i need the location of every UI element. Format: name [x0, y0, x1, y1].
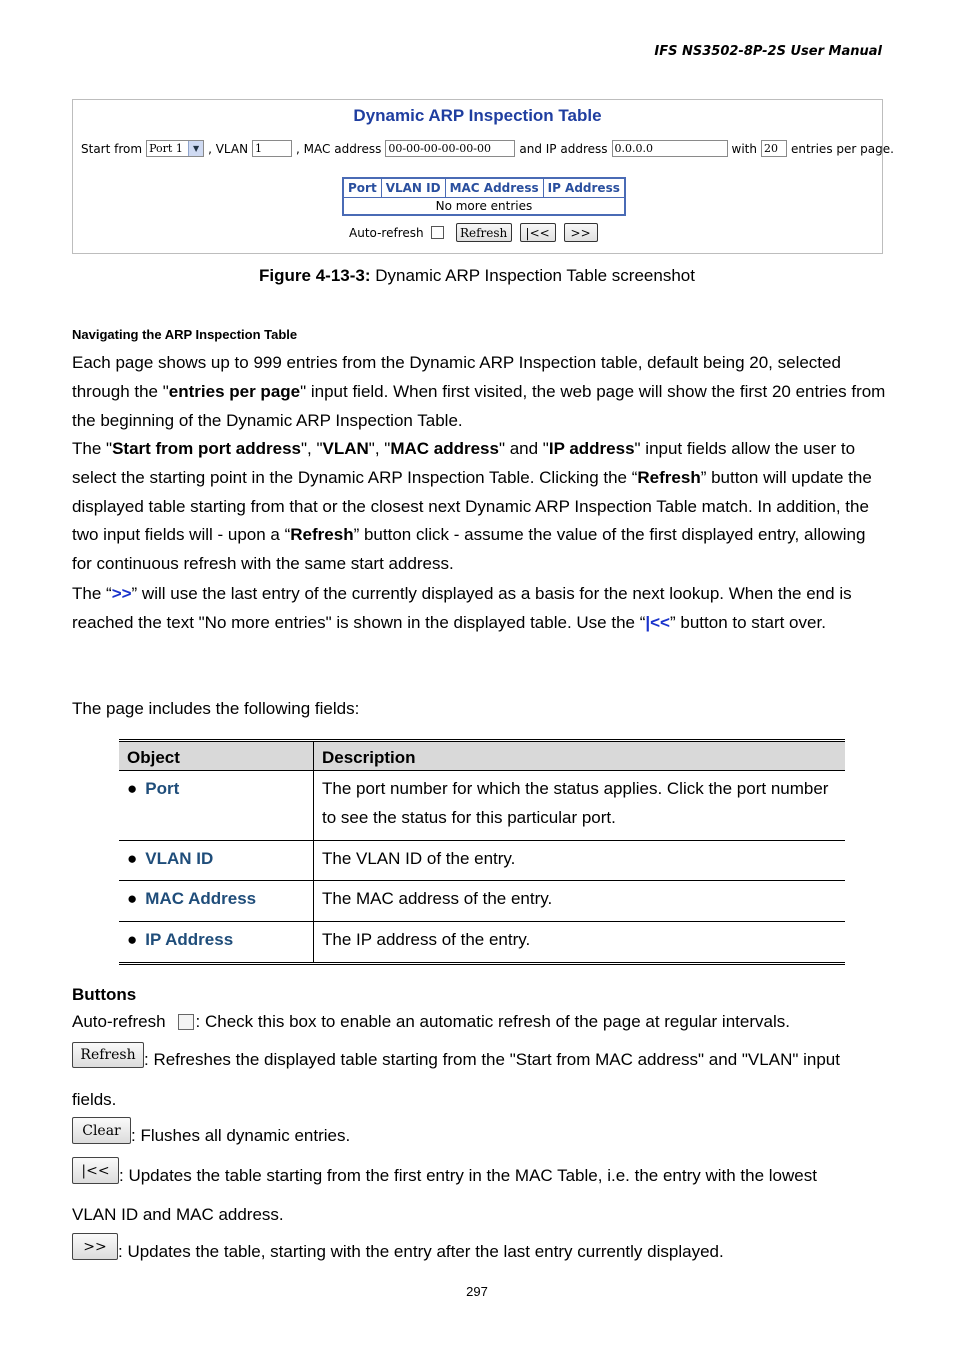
text: ", ": [368, 439, 391, 458]
ip-input[interactable]: 0.0.0.0: [612, 140, 728, 157]
start-from-label: Start from: [81, 141, 143, 156]
refresh-line-cont: fields.: [72, 1090, 117, 1109]
col-ip-address: IP Address: [543, 178, 625, 198]
next-page-button-image: >>: [72, 1233, 118, 1260]
paragraph-entries: [72, 349, 887, 435]
table-row: [119, 840, 845, 881]
vlan-label: , VLAN: [208, 141, 249, 156]
text: " input fields allow the user to select the starting point in the Dynamic ARP Inspection Table. Clicking the “: [72, 439, 856, 487]
object-ip-address: IP Address: [145, 930, 234, 950]
text: The “: [72, 584, 112, 603]
paragraph-start-from: [72, 435, 887, 579]
control-row: [349, 223, 606, 242]
port-select-value: Port 1: [149, 142, 183, 155]
refresh-line: [72, 1042, 840, 1068]
auto-refresh-line: [72, 1012, 790, 1032]
first-link-text: |<<: [645, 612, 670, 632]
object-vlan-id: VLAN ID: [145, 848, 214, 868]
bold-text: entries per page: [168, 381, 301, 401]
mac-label: , MAC address: [296, 141, 382, 156]
first-page-desc: : Updates the table starting from the first entry in the MAC Table, i.e. the entry with the lowest: [119, 1166, 817, 1185]
text: ” button to start over.: [670, 612, 826, 632]
description-cell: The port number for which the status applies. Click the port number to see the status for this particular port.: [314, 771, 846, 841]
table-row: [119, 771, 845, 841]
auto-refresh-doc-label: Auto-refresh: [72, 1012, 166, 1031]
refresh-desc: : Refreshes the displayed table starting from the "Start from MAC address" and "VLAN" input: [144, 1050, 840, 1069]
object-cell: ● MAC Address: [119, 881, 314, 922]
text: " and ": [498, 439, 549, 458]
col-object: Object: [119, 741, 314, 771]
first-page-button[interactable]: |<<: [520, 223, 556, 242]
auto-refresh-checkbox-image: [178, 1014, 194, 1030]
no-entries-cell: No more entries: [343, 198, 625, 216]
entries-per-page-input[interactable]: 20: [761, 140, 787, 157]
bold-text: VLAN: [322, 439, 369, 458]
screenshot-panel: [72, 99, 894, 254]
fields-table: [119, 739, 845, 965]
next-page-desc: : Updates the table, starting with the entry after the last entry currently displayed.: [118, 1242, 724, 1261]
first-page-button-image: |<<: [72, 1157, 119, 1184]
col-description: Description: [314, 741, 846, 771]
auto-refresh-checkbox[interactable]: [431, 226, 444, 239]
text: ” button will update the displayed table starting from that or the closest next Dynamic ARP Inspection Table match. In addition, the two input fields will - upon a “: [72, 467, 872, 545]
refresh-button-image: Refresh: [72, 1042, 144, 1068]
table-row: [119, 881, 845, 922]
chevron-down-icon[interactable]: ▼: [188, 141, 203, 156]
with-label: with: [731, 141, 757, 156]
col-mac-address: MAC Address: [445, 178, 543, 198]
entries-per-page-label: entries per page.: [790, 141, 894, 156]
clear-button-image: Clear: [72, 1117, 131, 1144]
panel-title: Dynamic ARP Inspection Table: [353, 106, 602, 125]
refresh-button[interactable]: Refresh: [456, 223, 512, 242]
next-page-button[interactable]: >>: [564, 223, 598, 242]
fields-table-header: [119, 741, 845, 771]
clear-line: [72, 1117, 350, 1144]
paragraph-navigation: [72, 580, 887, 638]
object-port: Port: [145, 779, 180, 798]
object-cell: ● IP Address: [119, 922, 314, 964]
bold-text: Start from port address: [112, 439, 301, 458]
first-page-line: [72, 1157, 817, 1184]
text: The ": [72, 439, 113, 458]
ip-label: and IP address: [519, 141, 608, 156]
bold-text: Refresh: [290, 525, 354, 545]
search-form-row: [81, 140, 898, 157]
auto-refresh-desc: : Check this box to enable an automatic refresh of the page at regular intervals.: [195, 1012, 790, 1031]
description-cell: The MAC address of the entry.: [314, 881, 846, 922]
col-port: Port: [343, 178, 381, 198]
first-page-line-cont: VLAN ID and MAC address.: [72, 1205, 284, 1224]
page-number: 297: [466, 1284, 488, 1299]
figure-caption-text: Dynamic ARP Inspection Table screenshot: [370, 266, 695, 285]
next-link-text: >>: [111, 584, 132, 603]
manual-header-title: IFS NS3502-8P-2S User Manual: [654, 44, 882, 59]
description-cell: The VLAN ID of the entry.: [314, 840, 846, 881]
table-row: [343, 198, 625, 216]
buttons-heading: Buttons: [72, 985, 137, 1004]
text: ” button click - assume the value of the first displayed entry, allowing for continuous refresh with the same start address.: [72, 525, 866, 574]
arp-table-header-row: [343, 178, 625, 198]
object-cell: ● Port: [119, 771, 314, 841]
figure-caption-label: Figure 4-13-3:: [259, 266, 371, 285]
description-cell: The IP address of the entry.: [322, 930, 531, 950]
mac-input[interactable]: 00-00-00-00-00-00: [385, 140, 515, 157]
next-page-line: [72, 1233, 724, 1260]
object-mac-address: MAC Address: [145, 889, 257, 909]
table-row: [119, 922, 845, 964]
text: ", ": [301, 439, 323, 458]
object-cell: ● VLAN ID: [119, 840, 314, 881]
bold-text: MAC address: [390, 439, 499, 458]
clear-desc: : Flushes all dynamic entries.: [131, 1126, 351, 1145]
text: ” will use the last entry of the currently displayed as a basis for the next lookup. When the end is reached the text "No more entries" is shown in the displayed table. Use the “: [72, 584, 852, 632]
text: Each page shows up to 999 entries from the Dynamic ARP Inspection table, default being 20, selected through the ": [72, 353, 841, 401]
port-select[interactable]: [146, 140, 204, 157]
col-vlan-id: VLAN ID: [381, 178, 445, 198]
vlan-input[interactable]: 1: [252, 140, 292, 157]
text: " input field. When first visited, the web page will show the first 20 entries from the beginning of the Dynamic ARP Inspection Table.: [72, 381, 886, 430]
fields-intro: The page includes the following fields:: [72, 699, 360, 718]
auto-refresh-label: Auto-refresh: [349, 225, 424, 240]
bold-text: Refresh: [637, 467, 701, 487]
bold-text: IP address: [548, 439, 635, 458]
section-heading: Navigating the ARP Inspection Table: [72, 327, 298, 342]
figure-caption: [0, 266, 954, 286]
arp-table: [342, 177, 626, 216]
